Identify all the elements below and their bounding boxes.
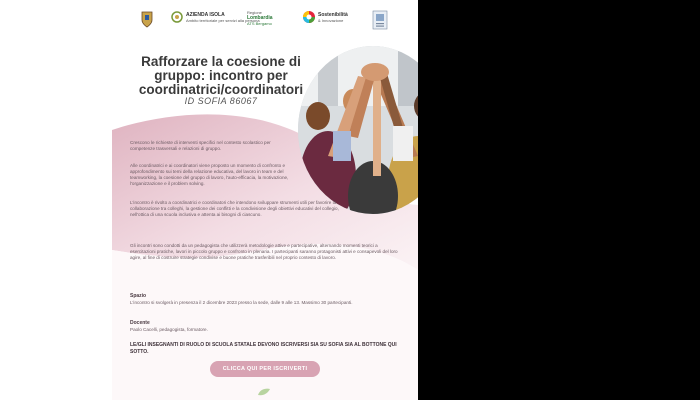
paragraph-3: Gli incontri sono condotti da un pedagogista che utilizzerà metodologie attive e partecipative, alternando momenti teorici a esercitazioni pratiche, lavori in piccolo gruppo e confronto in plenaria. I partecipanti saranno protagonisti attivi e consapevoli del loro agire, al fine di costruire strategie condivise e buone pratiche trasferibili nel proprio contesto di lavoro. [130, 243, 398, 260]
sdg-wheel-icon [302, 10, 316, 24]
regione-name: Lombardia [247, 15, 273, 21]
sede-text: L'incontro si svolgerà in presenza il 2 dicembre 2023 presso la sede, dalle 9 alle 13. Massimo 30 partecipanti. [130, 300, 353, 305]
paragraph-1: Alle coordinatrici e ai coordinatori viene proposto un momento di confronto e approfondimento sui temi della relazione educativa, del lavoro in team e del teamworking, la coesione del gruppo di lavoro, l'auto-efficacia, la motivazione, l'organizzazione e il problem solving. [130, 163, 289, 186]
logo-bar [112, 8, 418, 38]
left-margin [0, 0, 112, 400]
rete-scuole-logo [372, 10, 388, 30]
azienda-isola-icon [170, 10, 184, 24]
azienda-name: AZIENDA ISOLA [186, 11, 225, 18]
school-network-icon [372, 10, 388, 30]
page-title: Rafforzare la coesione di gruppo: incontro per coordinatrici/coordinatori [138, 54, 304, 97]
crest-icon [140, 10, 154, 28]
sost-name: Sostenibilità [318, 11, 348, 18]
regione-lombardia-logo [247, 10, 273, 26]
sost-sub: & Innovazione [318, 17, 344, 23]
docente-text: Paolo Cacelli, pedagogista, formatore. [130, 327, 208, 332]
sofia-id: ID SOFIA 86067 [184, 96, 258, 106]
registration-notice: LE/GLI INSEGNANTI DI RUOLO DI SCUOLA STATALE DEVONO ISCRIVERSI SIA SU SOFIA SIA AL BOTTONE QUI SOTTO. [130, 342, 397, 355]
regione-sub: ATS Bergamo [247, 21, 272, 26]
register-button[interactable]: CLICCA QUI PER ISCRIVERTI [210, 361, 320, 377]
comune-logo [140, 10, 154, 28]
flyer-page [112, 0, 418, 400]
sostenibilita-logo [302, 10, 348, 24]
paragraph-2: L'incontro è rivolto a coordinatrici e coordinatori che intendono sviluppare strumenti utili per favorire la collaborazione tra colleghi, la gestione dei conflitti e la condivisione degli obiettivi educativi del collegio, nell'ottica di una scuola inclusiva e attenta ai bisogni di ciascuno. [130, 200, 339, 217]
regione-top: Regione [247, 10, 262, 15]
azienda-sub: Ambito territoriale per servizi alla persona [186, 17, 260, 23]
intro-paragraph: Crescono le richieste di interventi specifici nel contesto scolastico per competenze trasversali e relazioni di gruppo. [130, 140, 271, 151]
footer-leaf-icon [254, 387, 274, 397]
sede-label: Spazio [130, 293, 147, 299]
docente-label: Docente [130, 320, 150, 326]
